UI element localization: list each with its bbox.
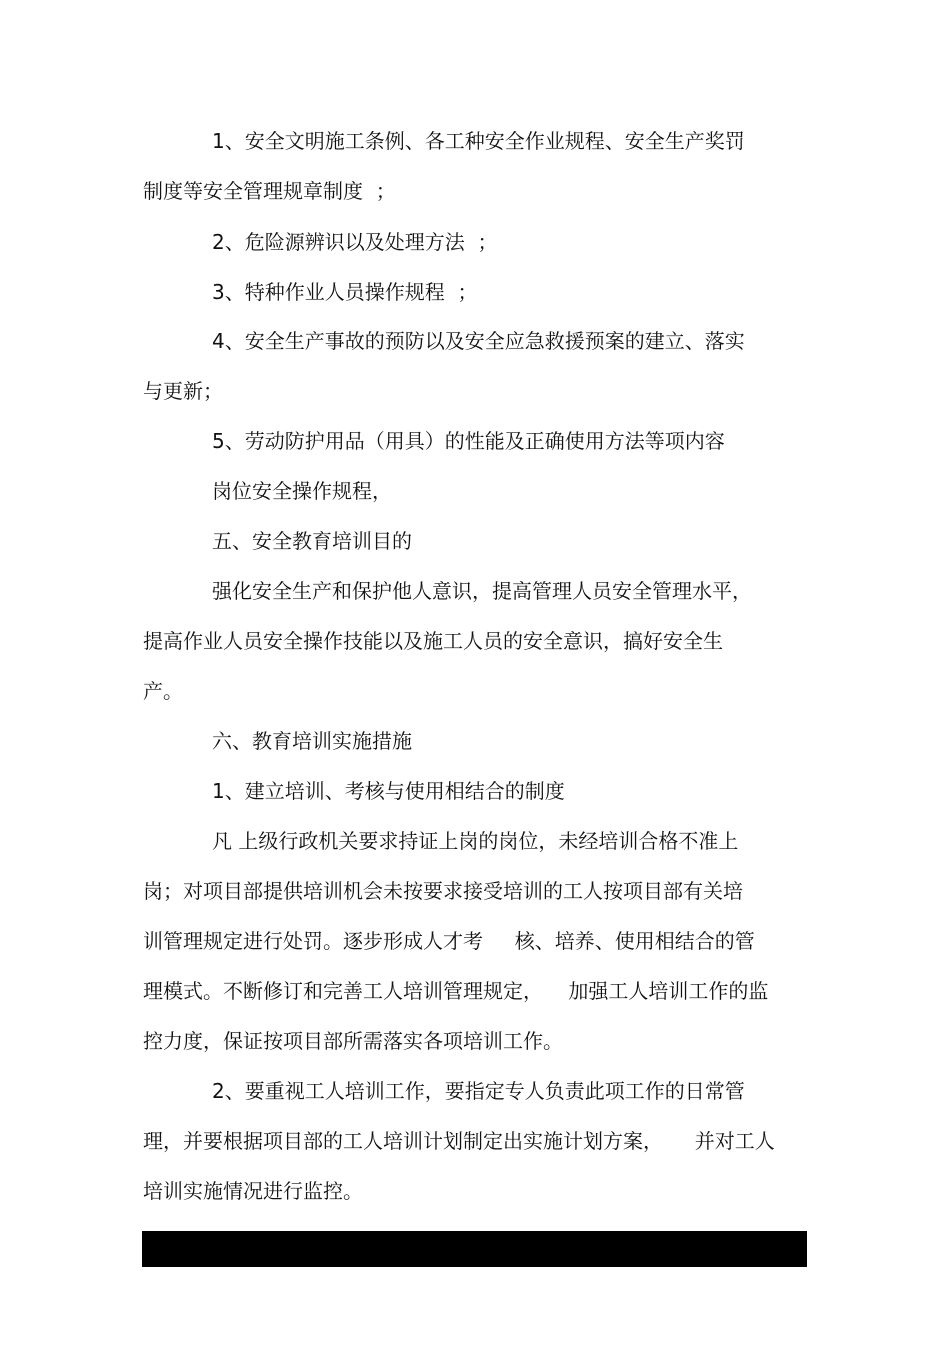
paragraph-line: 4、安全生产事故的预防以及安全应急救援预案的建立、落实	[212, 329, 745, 353]
section-heading: 六、教育培训实施措施	[212, 729, 412, 753]
paragraph-line: 训管理规定进行处罚。逐步形成人才考 核、培养、使用相结合的管	[143, 929, 755, 953]
paragraph-line: 5、劳动防护用品（用具）的性能及正确使用方法等项内容	[212, 429, 725, 453]
paragraph-line: 控力度，保证按项目部所需落实各项培训工作。	[143, 1029, 563, 1053]
paragraph-line: 制度等安全管理规章制度 ；	[143, 179, 396, 203]
paragraph-line: 2、危险源辨识以及处理方法 ；	[212, 230, 498, 254]
paragraph-line: 培训实施情况进行监控。	[143, 1179, 363, 1203]
paragraph-line: 2、要重视工人培训工作，要指定专人负责此项工作的日常管	[212, 1079, 745, 1103]
paragraph-line: 强化安全生产和保护他人意识，提高管理人员安全管理水平，	[212, 579, 752, 603]
paragraph-line: 理模式。不断修订和完善工人培训管理规定， 加强工人培训工作的监	[143, 979, 769, 1003]
paragraph-line: 1、安全文明施工条例、各工种安全作业规程、安全生产奖罚	[212, 129, 745, 153]
paragraph-line: 理，并要根据项目部的工人培训计划制定出实施计划方案， 并对工人	[143, 1129, 775, 1153]
paragraph-line: 提高作业人员安全操作技能以及施工人员的安全意识，搞好安全生	[143, 629, 723, 653]
paragraph-line: 凡 上级行政机关要求持证上岗的岗位，未经培训合格不准上	[212, 829, 739, 853]
paragraph-line: 1、建立培训、考核与使用相结合的制度	[212, 779, 565, 803]
paragraph-line: 3、特种作业人员操作规程 ；	[212, 280, 478, 304]
paragraph-line: 岗位安全操作规程，	[212, 479, 392, 503]
paragraph-line: 岗；对项目部提供培训机会未按要求接受培训的工人按项目部有关培	[143, 879, 743, 903]
paragraph-line: 与更新；	[143, 379, 223, 403]
section-heading: 五、安全教育培训目的	[212, 529, 412, 553]
redaction-bar	[142, 1231, 807, 1267]
paragraph-line: 产。	[143, 679, 183, 703]
